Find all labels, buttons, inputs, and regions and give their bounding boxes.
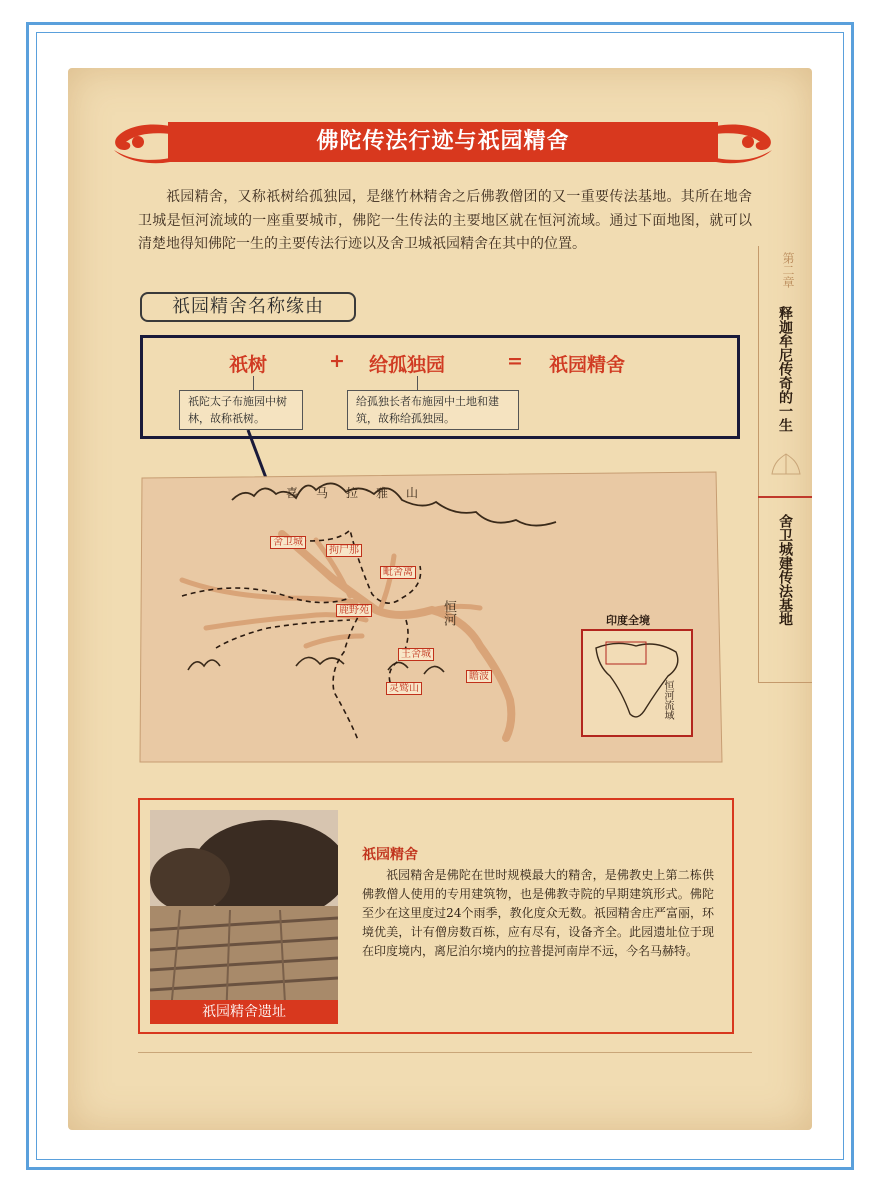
- river-label: [458, 600, 474, 626]
- place-label: 拘尸那: [326, 544, 362, 557]
- inset-title: 印度全境: [606, 614, 650, 627]
- page-title: 佛陀传法行迹与祇园精舍: [316, 129, 570, 154]
- note-qishu: 祇陀太子布施园中树林，故称祇树。: [179, 390, 303, 430]
- ruins-photo: [150, 810, 338, 1022]
- place-label: 瞻波: [466, 670, 492, 683]
- place-zhanbo: [466, 664, 492, 683]
- plus-sign: +: [329, 350, 345, 372]
- chapter-label: 第二章: [781, 252, 795, 288]
- photo-section: [138, 798, 734, 1034]
- place-lingjiushan: [386, 676, 422, 695]
- bottom-rule: [138, 1052, 752, 1053]
- intro-paragraph: 祇园精舍，又称祇树给孤独园，是继竹林精舍之后佛教僧团的又一重要传法基地。其所在地舍卫城是恒河流域的一座重要城市，佛陀一生传法的主要地区就在恒河流域。通过下面地图，就可以清楚地得知佛陀一生的主要传法行迹以及舍卫城祇园精舍在其中的位置。: [138, 189, 752, 252]
- inset-label: 恒河流域: [662, 680, 673, 720]
- chapter-title: 释迦牟尼传奇的一生: [777, 306, 793, 432]
- photo-caption: 祇园精舍遗址: [150, 1000, 338, 1024]
- sidebar-rule-bottom: [758, 682, 812, 683]
- place-label: 鹿野苑: [336, 604, 372, 617]
- place-pisheli: [380, 560, 416, 579]
- place-wangshecheng: [398, 642, 434, 661]
- sidebar-divider: [758, 246, 759, 682]
- sidebar-rule: [758, 496, 812, 498]
- term-qishu: 祇树: [229, 354, 268, 376]
- connector: [417, 376, 418, 390]
- praying-hands-icon: [764, 452, 808, 476]
- place-jushina: [326, 538, 362, 557]
- term-result: 祇园精舍: [549, 354, 626, 376]
- route-map: [136, 470, 726, 764]
- place-label: 毗舍离: [380, 566, 416, 579]
- place-label: 舍卫城: [270, 536, 306, 549]
- note-geigudu: 给孤独长者布施园中土地和建筑，故称给孤独园。: [347, 390, 519, 430]
- equals-sign: =: [507, 350, 523, 372]
- title-banner: [108, 120, 778, 164]
- place-label: 灵鹫山: [386, 682, 422, 695]
- place-luyeyuan: [336, 598, 372, 617]
- photo-heading: 祇园精舍: [362, 847, 418, 863]
- mountain-label: 喜马拉雅山: [286, 486, 437, 500]
- connector: [253, 376, 254, 390]
- section-title: 舍卫城建传法基地: [777, 514, 793, 626]
- photo-description: 祇园精舍是佛陀在世时规模最大的精舍，是佛教史上第二栋供佛教僧人使用的专用建筑物，也是佛教寺院的早期建筑形式。佛陀至少在这里度过24个雨季，教化度众无数。祇园精舍庄严富丽，环境优美，计有僧房数百栋，应有尽有，设备齐全。此园遗址位于现在印度境内，离尼泊尔境内的拉普提河南岸不远，今名马赫特。: [362, 868, 714, 958]
- place-label: 王舍城: [398, 648, 434, 661]
- origin-formula-box: [140, 335, 740, 439]
- term-geigudu: 给孤独园: [369, 354, 446, 376]
- origin-label: 祇园精舍名称缘由: [140, 292, 356, 322]
- place-shewei: [270, 530, 306, 549]
